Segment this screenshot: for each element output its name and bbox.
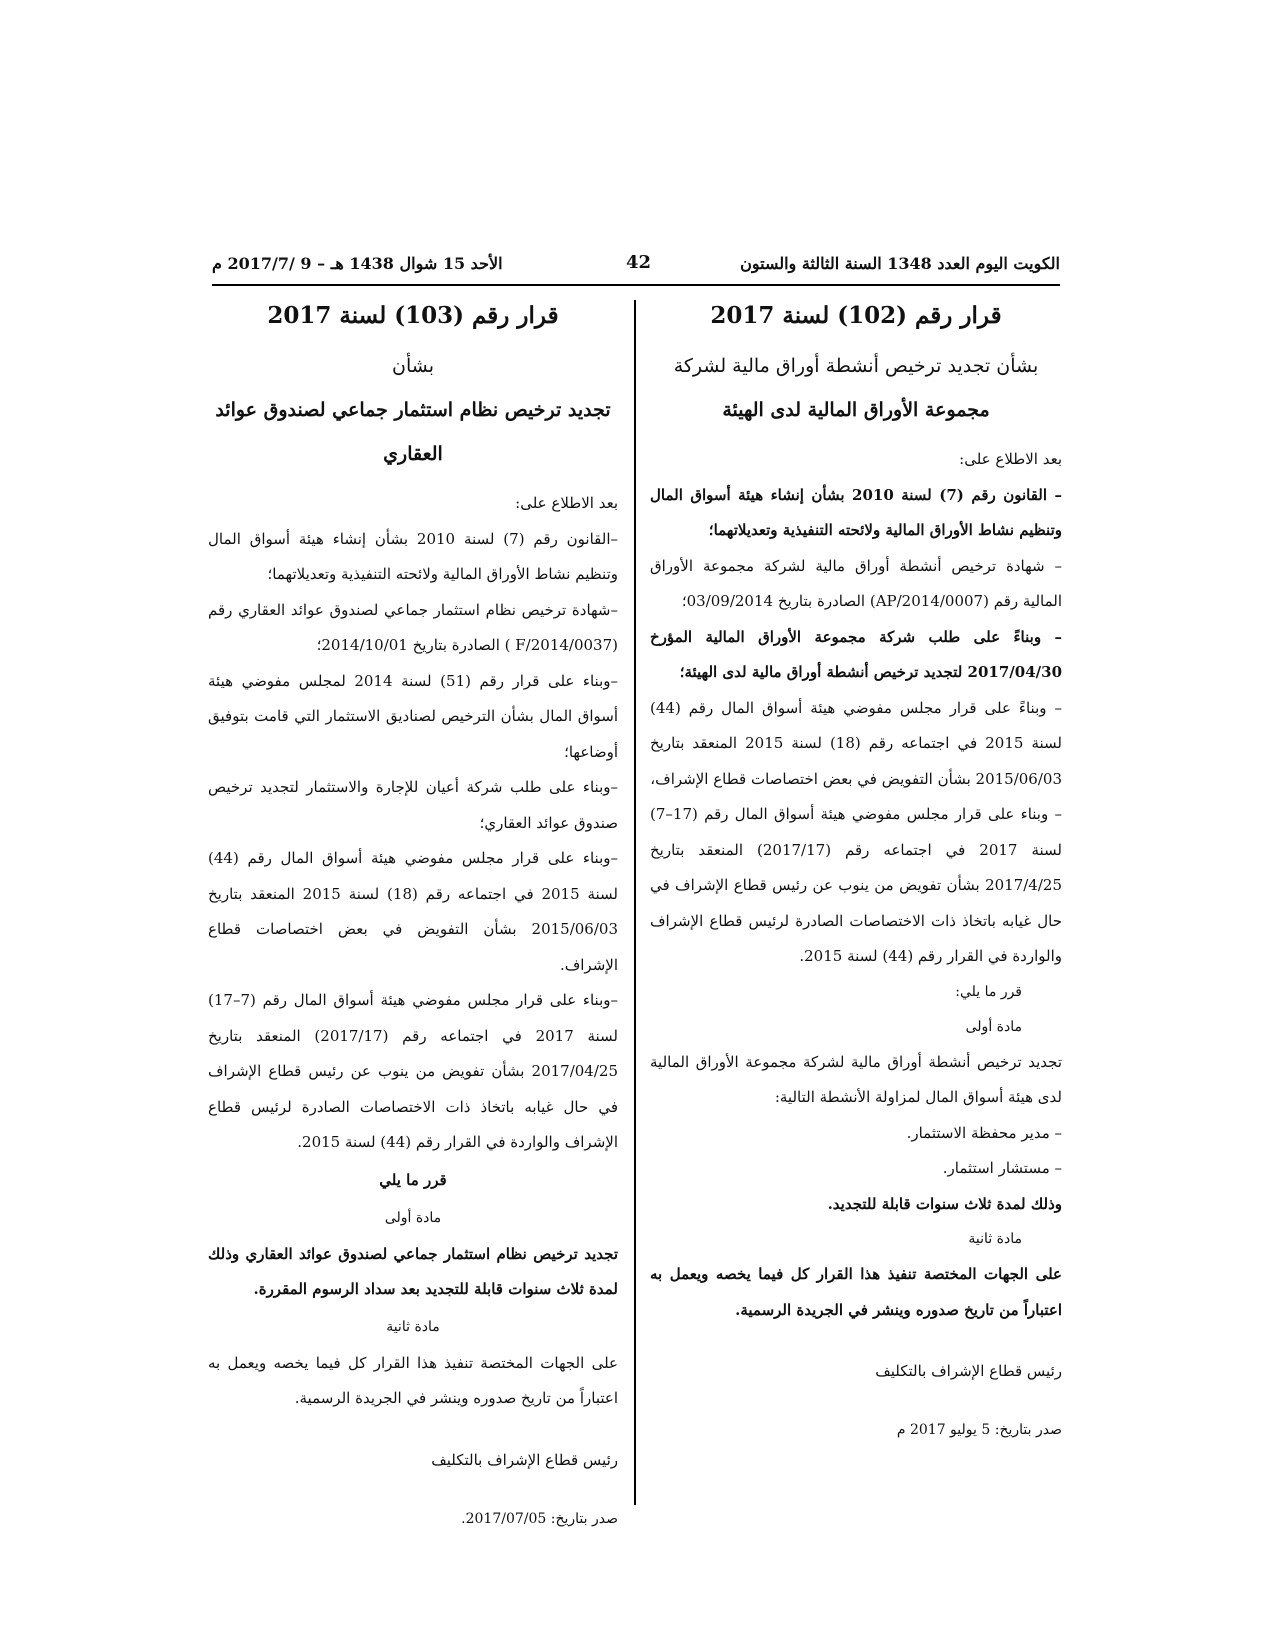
- decision-103-article-2-text: على الجهات المختصة تنفيذ هذا القرار كل فيما يخصه ويعمل به اعتباراً من تاريخ صدوره وينشر في الجريدة الرسمية.: [208, 1353, 618, 1407]
- decision-102-item-1: – مدير محفظة الاستثمار.: [906, 1123, 1062, 1142]
- decision-102-article-1: مادة أولى: [965, 1018, 1022, 1035]
- page-number: 42: [626, 252, 652, 273]
- decision-102-article-1-tail: وذلك لمدة ثلاث سنوات قابلة للتجديد.: [827, 1194, 1062, 1213]
- decision-102-subtitle-2: مجموعة الأوراق المالية لدى الهيئة: [722, 399, 990, 421]
- decision-103-article-1: مادة أولى: [384, 1209, 442, 1226]
- decision-102-article-2-text: على الجهات المختصة تنفيذ هذا القرار كل فيما يخصه ويعمل به اعتباراً من تاريخ صدوره وينشر في الجريدة الرسمية.: [650, 1265, 1062, 1319]
- decision-102-clause-5: – وبناء على قرار مجلس مفوضي هيئة أسواق المال رقم (17–7) لسنة 2017 في اجتماعه رقم (2017/17) المنعقد بتاريخ 2017/4/25 بشأن تفويض من ينوب عن رئيس قطاع الإشراف في حال غيابه باتخاذ ذات الاختصاصات الصادرة لرئيس قطاع الإشراف والواردة في القرار رقم (44) لسنة 2015.: [650, 805, 1062, 965]
- decision-102-signature: رئيس قطاع الإشراف بالتكليف: [875, 1362, 1062, 1380]
- header-divider: [212, 284, 1060, 286]
- decision-103-subtitle-1: بشأن: [392, 355, 434, 377]
- decision-102-article-1-text: تجديد ترخيص أنشطة أوراق مالية لشركة مجموعة الأوراق المالية لدى هيئة أسواق المال لمزاولة الأنشطة التالية:: [650, 1052, 1062, 1106]
- decision-103-subtitle-2: تجديد ترخيص نظام استثمار جماعي لصندوق عوائد العقاري: [215, 399, 611, 465]
- decision-102-decided: قرر ما يلي:: [955, 983, 1022, 1000]
- decision-102-clause-2: – شهادة ترخيص أنشطة أوراق مالية لشركة مجموعة الأوراق المالية رقم (AP/2014/0007) الصادرة بتاريخ 03/09/2014؛: [650, 556, 1062, 610]
- decision-103-clause-4: –وبناء على طلب شركة أعيان للإجارة والاستثمار لتجديد ترخيص صندوق عوائد العقاري؛: [208, 778, 618, 832]
- decision-103-intro: بعد الاطلاع على:: [515, 494, 618, 512]
- decision-103-article-1-text: تجديد ترخيص نظام استثمار جماعي لصندوق عوائد العقاري وذلك لمدة ثلاث سنوات قابلة للتجديد بعد سداد الرسوم المقررة.: [208, 1244, 618, 1298]
- decision-103-signature: رئيس قطاع الإشراف بالتكليف: [431, 1450, 618, 1469]
- decision-103-title: قرار رقم (103) لسنة 2017: [267, 302, 559, 329]
- decision-103-issued-date: صدر بتاريخ: 2017/07/05.: [461, 1510, 618, 1527]
- decision-103-clause-1: –القانون رقم (7) لسنة 2010 بشأن إنشاء هيئة أسواق المال وتنظيم نشاط الأوراق المالية ولائحته التنفيذية وتعديلاتهما؛: [208, 529, 618, 583]
- column-divider: [634, 300, 636, 1505]
- decision-102-column: [650, 298, 1062, 1446]
- header-date: الأحد 15 شوال 1438 هـ – 9 /2017/7 م: [212, 254, 503, 273]
- decision-102-clause-3: – وبناءً على طلب شركة مجموعة الأوراق المالية المؤرخ 2017/04/30 لتجديد ترخيص أنشطة أوراق مالية لدى الهيئة؛: [650, 627, 1062, 681]
- decision-103-decided: قرر ما يلي: [379, 1170, 447, 1189]
- decision-102-clause-1: – القانون رقم (7) لسنة 2010 بشأن إنشاء هيئة أسواق المال وتنظيم نشاط الأوراق المالية ولائحته التنفيذية وتعديلاتهما؛: [650, 485, 1063, 539]
- decision-102-title: قرار رقم (102) لسنة 2017: [710, 302, 1002, 329]
- header-publication: الكويت اليوم العدد 1348 السنة الثالثة والستون: [740, 254, 1060, 273]
- decision-102-intro: بعد الاطلاع على:: [959, 450, 1062, 468]
- decision-103-clause-3: –وبناء على قرار رقم (51) لسنة 2014 لمجلس مفوضي هيئة أسواق المال بشأن الترخيص لصناديق الاستثمار التي قامت بتوفيق أوضاعها؛: [208, 671, 619, 761]
- decision-102-clause-4: – وبناءً على قرار مجلس مفوضي هيئة أسواق المال رقم (44) لسنة 2015 في اجتماعه رقم (18) لسنة 2015 المنعقد بتاريخ 2015/06/03 بشأن التفويض في بعض اختصاصات قطاع الإشراف،: [650, 698, 1062, 788]
- decision-103-column: [208, 298, 618, 1535]
- decision-103-clause-6: –وبناء على قرار مجلس مفوضي هيئة أسواق المال رقم (7–17) لسنة 2017 في اجتماعه رقم (2017/17) المنعقد بتاريخ 2017/04/25 بشأن تفويض من ينوب عن رئيس قطاع الإشراف في حال غيابه باتخاذ ذات الاختصاصات الصادرة لرئيس قطاع الإشراف والواردة في القرار رقم (44) لسنة 2015.: [208, 991, 618, 1151]
- decision-102-issued-date: صدر بتاريخ: 5 يوليو 2017 م: [896, 1422, 1062, 1438]
- decision-102-article-2: مادة ثانية: [968, 1231, 1022, 1247]
- page-header: [212, 252, 1060, 280]
- decision-103-clause-5: –وبناء على قرار مجلس مفوضي هيئة أسواق المال رقم (44) لسنة 2015 في اجتماعه رقم (18) لسنة 2015 المنعقد بتاريخ 2015/06/03 بشأن التفويض في بعض اختصاصات قطاع الإشراف.: [208, 849, 618, 974]
- decision-103-article-2: مادة ثانية: [386, 1318, 440, 1335]
- decision-103-clause-2: –شهادة ترخيص نظام استثمار جماعي لصندوق عوائد العقاري رقم (F/2014/0037 ) الصادرة بتاريخ 2014/10/01؛: [208, 600, 618, 654]
- decision-102-item-2: – مستشار استثمار.: [942, 1159, 1062, 1177]
- decision-102-subtitle-1: بشأن تجديد ترخيص أنشطة أوراق مالية لشركة: [673, 355, 1039, 377]
